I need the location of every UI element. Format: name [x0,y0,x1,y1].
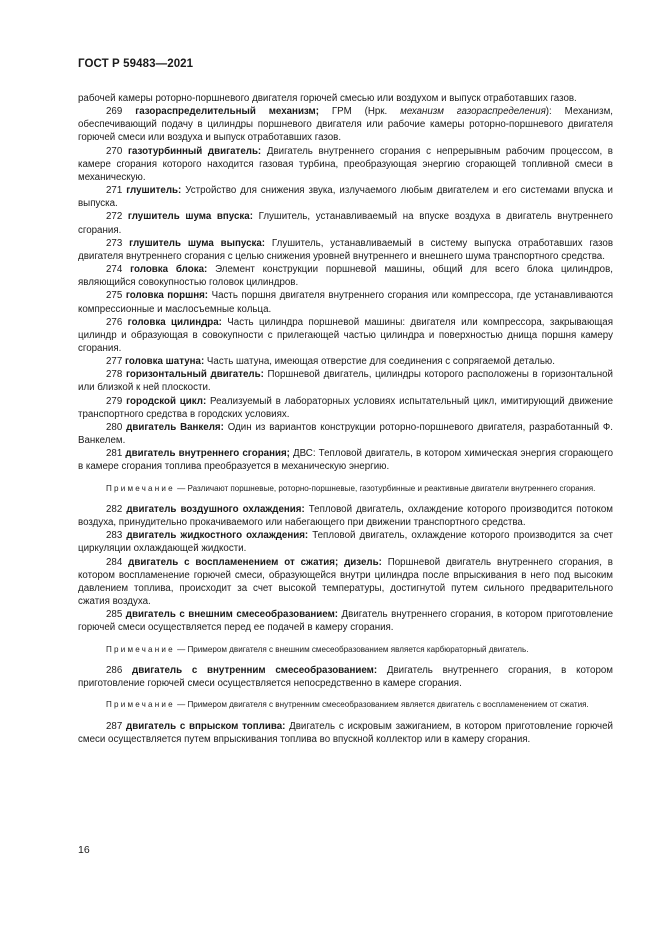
entry-term: горизонтальный двигатель: [125,369,264,381]
entry-term: городской цикл: [126,395,207,407]
note-286 [78,699,613,710]
note-label: Примечание [106,483,175,493]
entry-definition: Часть цилиндра поршневой машины: двигателя или компрессора, закрывающая цилиндр и образующая в совокупности с прилегающей частью цилиндра и поверхностью днища поршня камеру сгорания. [78,316,614,354]
entry-definition: Устройство для снижения звука, излучаемого любым двигателем и его системами впуска и выпуска. [78,185,613,210]
entry-term: головка блока: [130,264,208,276]
note-label: Примечание [106,700,175,710]
entry-definition: Часть поршня двигателя внутреннего сгорания или компрессора, где устанавливаются компрессионные и маслосъемные кольца. [78,290,613,315]
entry-term: двигатель с воспламенением от сжатия; дизель: [128,556,382,568]
entry-definition: Глушитель, устанавливаемый в систему выпуска отработавших газов двигателя внутреннего сгорания с целью снижения уровней внутреннего и внешнего шума транспортного средства. [78,237,613,262]
entry-definition: ДВС: Тепловой двигатель, в котором химическая энергия сгорающего в камере сгорания топлива преобразуется в механическую энергию. [78,448,613,473]
entry-number: 273 [106,237,123,249]
entry-number: 270 [106,145,123,157]
entry-number: 274 [106,264,123,276]
page-number: 16 [78,844,90,856]
entry-definition: Часть шатуна, имеющая отверстие для соединения с сопрягаемой деталью. [204,356,555,368]
entry-term: двигатель с внутренним смесеобразованием: [132,664,378,676]
entry-term: двигатель воздушного охлаждения: [126,503,305,515]
intro-paragraph: рабочей камеры роторно-поршневого двигателя горючей смесью или воздухом и выпуск отработавших газов. [78,93,577,104]
term-entry-277 [78,355,613,368]
document-body [78,92,613,746]
entry-term: глушитель шума впуска: [127,211,253,223]
entry-number: 277 [106,356,123,368]
term-entry-274 [78,263,613,289]
entry-term: головка цилиндра: [127,316,222,328]
entry-definition: Двигатель внутреннего сгорания, в котором приготовление горючей смеси осуществляется непосредственно в камере сгорания. [78,664,613,690]
entry-number: 276 [106,316,123,328]
entry-definition: Двигатель внутреннего сгорания, в котором приготовление горючей смеси осуществляется перед ее подачей в камеру сгорания. [78,609,613,634]
term-entry-280 [78,421,613,447]
term-entry-286 [78,664,613,690]
term-entry-271 [78,184,613,210]
note-text: — Примером двигателя с внутренним смесеобразованием является двигатель с воспламенением от сжатия. [174,700,589,710]
entry-definition: Двигатель внутреннего сгорания с непрерывным рабочим процессом, в камере сгорания которого находится газовая турбина, преобразующая энергию сгорающей топливной смеси в механическую. [78,145,613,183]
term-entry-285 [78,608,613,634]
entry-number: 282 [106,503,123,515]
entry-definition: Один из вариантов конструкции роторно-поршневого двигателя, разработанный Ф. Ванкелем. [78,421,614,447]
term-entry-276 [78,316,613,355]
entry-number: 286 [106,664,123,676]
term-entry-282 [78,503,613,529]
term-entry-281 [78,447,613,473]
entry-term: двигатель Ванкеля: [126,421,224,433]
entry-number: 275 [106,290,123,302]
note-text: — Различают поршневые, роторно-поршневые, газотурбинные и реактивные двигатели внутреннего сгорания. [174,483,596,493]
entry-term: газотурбинный двигатель: [127,145,262,157]
term-entry-275 [78,289,613,315]
entry-term: газораспределительный механизм; [135,106,319,118]
entry-deprecated-term: механизм газораспределения [400,106,546,118]
note-285 [78,644,613,655]
entry-term: двигатель жидкостного охлаждения: [126,530,309,542]
term-entry-273 [78,237,613,263]
entry-number: 272 [106,211,123,223]
entry-term: головка поршня: [125,290,209,302]
page-header-standard: ГОСТ Р 59483—2021 [78,58,194,70]
entry-definition: Глушитель, устанавливаемый на впуске воздуха в двигатель внутреннего сгорания. [78,211,613,236]
entry-number: 285 [106,609,123,621]
entry-definition: Двигатель с искровым зажиганием, в котором приготовление горючей смеси осуществляется путем впрыскивания топлива во впускной коллектор или в камеру сгорания. [78,720,614,745]
entry-definition: Механизм, обеспечивающий подачу в цилиндры поршневого двигателя или рабочие камеры роторно-поршневого двигателя горючей смеси или воздуха и выпуск отработавших газов. [78,106,613,144]
term-entry-270 [78,145,613,184]
note-281 [78,483,613,494]
entry-term: двигатель внутреннего сгорания; [125,448,290,460]
entry-definition: Тепловой двигатель, охлаждение которого производится за счет циркуляции охлаждающей жидкости. [78,530,613,555]
entry-term: глушитель шума выпуска: [129,237,266,249]
term-entry-269 [78,105,613,144]
entry-number: 269 [106,106,123,118]
term-entry-272 [78,210,613,236]
entry-number: 271 [106,185,123,197]
entry-term: двигатель с впрыском топлива: [126,720,286,732]
entry-abbreviation: ГРМ (Нрк. [319,106,401,118]
entry-definition: Поршневой двигатель внутреннего сгорания, в котором воспламенение горючей смеси, образующейся внутри цилиндра после впрыскивания в него под высоким давлением топлива, происходит за счет высокой температуры, достигнутой путем сильного предварительного сжатия воздуха. [78,556,613,608]
entry-definition: Тепловой двигатель, охлаждение которого производится потоком воздуха, принудительно прокачиваемого или набегающего при движении транспортного средства. [78,503,613,529]
entry-number: 278 [106,369,123,381]
entry-number: 281 [106,448,123,460]
term-entry-283 [78,529,613,555]
entry-term: головка шатуна: [125,356,205,368]
entry-definition: Поршневой двигатель, цилиндры которого расположены в горизонтальной или близкой к ней плоскости. [78,369,613,394]
term-entry-278 [78,368,613,394]
entry-definition: Элемент конструкции поршневой машины, общий для всего блока цилиндров, являющийся совокупностью головок цилиндров. [78,264,613,289]
entry-term: глушитель: [126,185,182,197]
term-entry-287 [78,720,613,746]
entry-definition: Реализуемый в лабораторных условиях испытательный цикл, имитирующий движение транспортного средства в городских условиях. [78,395,614,420]
entry-number: 283 [106,530,123,542]
entry-number: 280 [106,421,123,433]
entry-abbreviation-end: ): [545,106,565,118]
entry-term: двигатель с внешним смесеобразованием: [125,609,339,621]
term-entry-279 [78,395,613,421]
entry-number: 284 [106,556,123,568]
term-entry-284 [78,556,613,609]
note-label: Примечание [106,644,175,654]
entry-number: 279 [106,395,123,407]
entry-number: 287 [106,720,123,732]
note-text: — Примером двигателя с внешним смесеобразованием является карбюраторный двигатель. [174,644,529,654]
